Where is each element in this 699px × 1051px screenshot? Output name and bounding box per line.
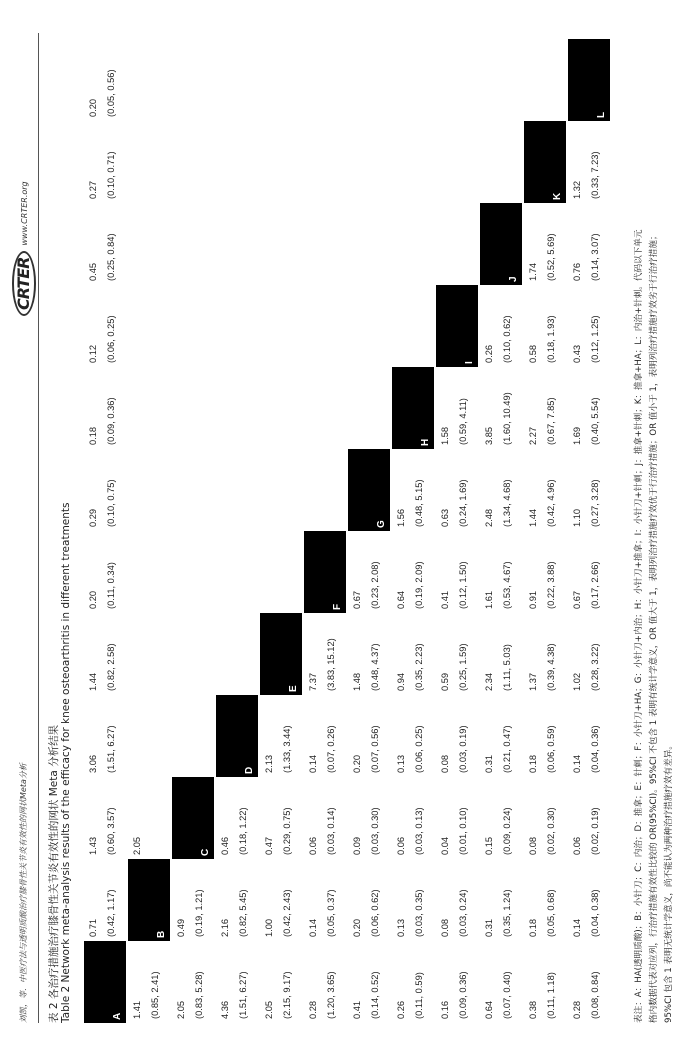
confidence-interval: (0.23, 2.08) xyxy=(370,561,380,609)
confidence-interval: (0.11, 0.34) xyxy=(106,562,116,609)
table-cell xyxy=(436,531,478,613)
table-cell xyxy=(568,449,610,531)
confidence-interval: (0.53, 4.67) xyxy=(502,561,512,609)
table-cell xyxy=(84,203,126,285)
table-cell xyxy=(524,695,566,777)
confidence-interval: (0.18, 1.93) xyxy=(546,315,556,363)
confidence-interval: (0.35, 2.23) xyxy=(414,643,424,691)
treatment-code: K xyxy=(552,192,563,200)
odds-ratio: 0.20 xyxy=(352,754,362,773)
confidence-interval: (1.34, 4.68) xyxy=(502,479,512,527)
confidence-interval: (0.42, 4.96) xyxy=(546,479,556,527)
confidence-interval: (0.21, 0.47) xyxy=(502,725,512,773)
table-cell xyxy=(84,613,126,695)
table-cell xyxy=(524,859,566,941)
odds-ratio: 1.69 xyxy=(572,426,582,445)
confidence-interval: (0.42, 2.43) xyxy=(282,889,292,937)
confidence-interval: (0.82, 2.58) xyxy=(106,643,116,691)
odds-ratio: 2.05 xyxy=(264,1000,274,1019)
table-cell xyxy=(568,941,610,1023)
confidence-interval: (0.22, 3.88) xyxy=(546,561,556,609)
confidence-interval: (0.83, 5.28) xyxy=(194,971,204,1019)
table-cell xyxy=(480,777,522,859)
table-cell xyxy=(348,695,390,777)
odds-ratio: 0.45 xyxy=(88,262,98,281)
odds-ratio: 0.18 xyxy=(528,918,538,937)
diagonal-label-J xyxy=(480,203,522,285)
confidence-interval: (0.11, 0.59) xyxy=(414,972,424,1019)
treatment-code: C xyxy=(200,848,211,856)
table-cell xyxy=(524,531,566,613)
table-cell xyxy=(568,695,610,777)
table-cell xyxy=(480,449,522,531)
odds-ratio: 1.48 xyxy=(352,672,362,691)
odds-ratio: 1.56 xyxy=(396,508,406,527)
odds-ratio: 1.74 xyxy=(528,262,538,281)
note-line-3: 95%CI 包含 1 表明无统计学意义，尚不能认为两种治疗措施疗效有差异。 xyxy=(664,741,674,1023)
table-cell xyxy=(216,777,258,859)
confidence-interval: (0.29, 0.75) xyxy=(282,807,292,855)
header-rule xyxy=(38,33,39,1023)
table-cell xyxy=(480,695,522,777)
confidence-interval: (0.19, 1.21) xyxy=(194,889,204,937)
odds-ratio: 0.64 xyxy=(396,590,406,609)
table-cell xyxy=(128,941,170,1023)
table-cell xyxy=(568,777,610,859)
table-cell xyxy=(480,613,522,695)
confidence-interval: (0.05, 0.56) xyxy=(106,69,116,117)
odds-ratio: 1.41 xyxy=(132,1000,142,1019)
table-cell xyxy=(568,613,610,695)
odds-ratio: 1.44 xyxy=(528,508,538,527)
confidence-interval: (0.03, 0.30) xyxy=(370,807,380,855)
confidence-interval: (0.06, 0.25) xyxy=(414,725,424,773)
table-cell xyxy=(304,613,346,695)
odds-ratio: 1.61 xyxy=(484,590,494,609)
odds-ratio: 1.32 xyxy=(572,180,582,199)
odds-ratio: 0.59 xyxy=(440,672,450,691)
table-cell xyxy=(84,367,126,449)
odds-ratio: 3.85 xyxy=(484,426,494,445)
confidence-interval: (0.03, 0.14) xyxy=(326,807,336,855)
treatment-code: H xyxy=(420,438,431,446)
table-cell xyxy=(84,285,126,367)
table-cell xyxy=(348,613,390,695)
table-cell xyxy=(216,859,258,941)
diagonal-label-B xyxy=(128,859,170,941)
table-cell xyxy=(304,777,346,859)
confidence-interval: (0.85, 2.41) xyxy=(150,971,160,1019)
confidence-interval: (1.11, 5.03) xyxy=(502,644,512,691)
confidence-interval: (0.04, 0.38) xyxy=(590,889,600,937)
odds-ratio: 2.27 xyxy=(528,426,538,445)
table-cell xyxy=(436,695,478,777)
odds-ratio: 0.26 xyxy=(484,344,494,363)
table-note xyxy=(632,33,677,1023)
odds-ratio: 0.09 xyxy=(352,836,362,855)
odds-ratio: 0.31 xyxy=(484,754,494,773)
table-cell xyxy=(260,777,302,859)
confidence-interval: (1.33, 3.44) xyxy=(282,725,292,773)
odds-ratio: 0.18 xyxy=(528,754,538,773)
table-cell xyxy=(216,941,258,1023)
table-cell xyxy=(436,449,478,531)
confidence-interval: (0.03, 0.13) xyxy=(414,807,424,855)
confidence-interval: (0.03, 0.19) xyxy=(458,725,468,773)
table-cell xyxy=(480,531,522,613)
journal-url[interactable]: www.CRTER.org xyxy=(19,181,29,246)
table-cell xyxy=(348,531,390,613)
confidence-interval: (0.11, 1.18) xyxy=(546,972,556,1019)
table-caption-en: Table 2 Network meta-analysis results of the efficacy for knee osteoarthritis in different treatments xyxy=(60,502,72,1023)
table-cell xyxy=(392,449,434,531)
confidence-interval: (0.42, 1.17) xyxy=(106,889,116,937)
diagonal-label-G xyxy=(348,449,390,531)
treatment-code: J xyxy=(508,276,519,282)
confidence-interval: (2.15, 9.17) xyxy=(282,971,292,1019)
table-cell xyxy=(84,859,126,941)
odds-ratio: 0.27 xyxy=(88,180,98,199)
confidence-interval: (1.20, 3.65) xyxy=(326,971,336,1019)
odds-ratio: 0.64 xyxy=(484,1000,494,1019)
odds-ratio: 0.14 xyxy=(572,918,582,937)
odds-ratio: 2.48 xyxy=(484,508,494,527)
table-cell xyxy=(84,777,126,859)
confidence-interval: (0.27, 3.28) xyxy=(590,479,600,527)
odds-ratio: 0.31 xyxy=(484,918,494,937)
odds-ratio: 0.06 xyxy=(572,836,582,855)
table-cell xyxy=(568,367,610,449)
odds-ratio: 0.28 xyxy=(572,1000,582,1019)
treatment-code: I xyxy=(464,361,475,364)
odds-ratio: 0.67 xyxy=(572,590,582,609)
table-cell xyxy=(568,531,610,613)
confidence-interval: (0.48, 4.37) xyxy=(370,643,380,691)
confidence-interval: (0.09, 0.24) xyxy=(502,807,512,855)
table-cell xyxy=(524,285,566,367)
odds-ratio: 0.14 xyxy=(308,754,318,773)
confidence-interval: (0.01, 0.10) xyxy=(458,807,468,855)
confidence-interval: (0.07, 0.56) xyxy=(370,725,380,773)
league-table xyxy=(84,33,622,1023)
confidence-interval: (0.06, 0.62) xyxy=(370,889,380,937)
confidence-interval: (0.08, 0.84) xyxy=(590,971,600,1019)
table-cell xyxy=(84,39,126,121)
treatment-code: G xyxy=(376,520,387,528)
table-cell xyxy=(524,367,566,449)
table-cell xyxy=(436,367,478,449)
table-cell xyxy=(392,859,434,941)
odds-ratio: 0.20 xyxy=(88,590,98,609)
table-cell xyxy=(436,941,478,1023)
table-cell xyxy=(304,859,346,941)
odds-ratio: 0.43 xyxy=(572,344,582,363)
odds-ratio: 0.08 xyxy=(528,836,538,855)
note-line-1: 表注：A：HA(透明质酸)；B：小针刀；C：内治；D：推拿；E：针刺；F：小针刀+HA；G：小针刀+内治；H：小针刀+推拿；I：小针刀+针刺；J：推拿+针刺；K：推拿+HA；L：内治+针刺。代码以下单元 xyxy=(634,229,644,1023)
odds-ratio: 0.13 xyxy=(396,754,406,773)
table-cell xyxy=(304,695,346,777)
diagonal-label-C xyxy=(172,777,214,859)
odds-ratio: 0.06 xyxy=(308,836,318,855)
table-cell xyxy=(260,941,302,1023)
odds-ratio: 0.46 xyxy=(220,836,230,855)
table-cell xyxy=(304,941,346,1023)
odds-ratio: 1.58 xyxy=(440,426,450,445)
confidence-interval: (0.03, 0.35) xyxy=(414,889,424,937)
table-cell xyxy=(436,777,478,859)
confidence-interval: (0.18, 1.22) xyxy=(238,807,248,855)
odds-ratio: 2.13 xyxy=(264,754,274,773)
confidence-interval: (1.51, 6.27) xyxy=(106,725,116,773)
odds-ratio: 0.20 xyxy=(88,98,98,117)
confidence-interval: (0.10, 0.75) xyxy=(106,479,116,527)
confidence-interval: (0.40, 5.54) xyxy=(590,397,600,445)
confidence-interval: (0.82, 5.45) xyxy=(238,889,248,937)
odds-ratio: 0.63 xyxy=(440,508,450,527)
confidence-interval: (0.25, 0.84) xyxy=(106,233,116,281)
confidence-interval: (0.35, 1.24) xyxy=(502,889,512,937)
confidence-interval: (0.52, 5.69) xyxy=(546,233,556,281)
confidence-interval: (0.28, 3.22) xyxy=(590,643,600,691)
table-cell xyxy=(524,941,566,1023)
odds-ratio: 0.41 xyxy=(440,590,450,609)
confidence-interval: (0.06, 0.59) xyxy=(546,725,556,773)
odds-ratio: 2.05 xyxy=(132,836,142,855)
odds-ratio: 7.37 xyxy=(308,672,318,691)
odds-ratio: 4.36 xyxy=(220,1000,230,1019)
table-cell xyxy=(524,777,566,859)
odds-ratio: 0.29 xyxy=(88,508,98,527)
table-cell xyxy=(392,941,434,1023)
odds-ratio: 0.12 xyxy=(88,344,98,363)
table-cell xyxy=(568,203,610,285)
odds-ratio: 0.49 xyxy=(176,918,186,937)
odds-ratio: 0.16 xyxy=(440,1000,450,1019)
table-cell xyxy=(436,613,478,695)
confidence-interval: (0.59, 4.11) xyxy=(458,398,468,445)
odds-ratio: 0.04 xyxy=(440,836,450,855)
confidence-interval: (0.03, 0.24) xyxy=(458,889,468,937)
confidence-interval: (0.07, 0.40) xyxy=(502,971,512,1019)
confidence-interval: (0.60, 3.57) xyxy=(106,807,116,855)
odds-ratio: 1.44 xyxy=(88,672,98,691)
table-cell xyxy=(480,367,522,449)
confidence-interval: (0.12, 1.25) xyxy=(590,315,600,363)
diagonal-label-D xyxy=(216,695,258,777)
confidence-interval: (0.05, 0.37) xyxy=(326,889,336,937)
odds-ratio: 0.06 xyxy=(396,836,406,855)
odds-ratio: 0.08 xyxy=(440,754,450,773)
table-cell xyxy=(84,121,126,203)
table-cell xyxy=(84,531,126,613)
table-cell xyxy=(568,859,610,941)
odds-ratio: 1.37 xyxy=(528,672,538,691)
table-cell xyxy=(260,695,302,777)
diagonal-label-K xyxy=(524,121,566,203)
diagonal-label-I xyxy=(436,285,478,367)
confidence-interval: (0.19, 2.09) xyxy=(414,561,424,609)
odds-ratio: 0.13 xyxy=(396,918,406,937)
table-cell xyxy=(128,777,170,859)
confidence-interval: (0.48, 5.15) xyxy=(414,479,424,527)
confidence-interval: (0.02, 0.30) xyxy=(546,807,556,855)
odds-ratio: 0.58 xyxy=(528,344,538,363)
odds-ratio: 2.05 xyxy=(176,1000,186,1019)
odds-ratio: 0.26 xyxy=(396,1000,406,1019)
diagonal-label-F xyxy=(304,531,346,613)
confidence-interval: (0.10, 0.62) xyxy=(502,315,512,363)
table-cell xyxy=(436,859,478,941)
confidence-interval: (0.14, 0.52) xyxy=(370,971,380,1019)
table-cell xyxy=(568,121,610,203)
odds-ratio: 0.94 xyxy=(396,672,406,691)
confidence-interval: (0.02, 0.19) xyxy=(590,807,600,855)
table-cell xyxy=(480,285,522,367)
treatment-code: A xyxy=(112,1012,123,1020)
confidence-interval: (0.06, 0.25) xyxy=(106,315,116,363)
table-cell xyxy=(348,941,390,1023)
confidence-interval: (0.10, 0.71) xyxy=(106,151,116,199)
table-cell xyxy=(348,859,390,941)
confidence-interval: (0.24, 1.69) xyxy=(458,479,468,527)
confidence-interval: (0.39, 4.38) xyxy=(546,643,556,691)
table-cell xyxy=(392,613,434,695)
diagonal-label-L xyxy=(568,39,610,121)
odds-ratio: 0.15 xyxy=(484,836,494,855)
odds-ratio: 0.18 xyxy=(88,426,98,445)
odds-ratio: 3.06 xyxy=(88,754,98,773)
odds-ratio: 0.47 xyxy=(264,836,274,855)
table-cell xyxy=(172,859,214,941)
confidence-interval: (0.12, 1.50) xyxy=(458,561,468,609)
diagonal-label-H xyxy=(392,367,434,449)
odds-ratio: 1.10 xyxy=(572,508,582,527)
table-cell xyxy=(84,695,126,777)
confidence-interval: (1.60, 10.49) xyxy=(502,392,512,445)
confidence-interval: (0.07, 0.26) xyxy=(326,725,336,773)
odds-ratio: 1.43 xyxy=(88,836,98,855)
confidence-interval: (0.04, 0.36) xyxy=(590,725,600,773)
note-line-2: 格内数据代表对应列，行治疗措施有效性比较的 OR(95%CI)。95%CI 不包含 1 表明有统计学意义，OR 值大于 1，表明列治疗措施疗效优于行治疗措施；OR 值小于 1，表明列治疗措施疗效劣于行治疗措施； xyxy=(649,231,659,1023)
confidence-interval: (0.14, 3.07) xyxy=(590,233,600,281)
odds-ratio: 2.34 xyxy=(484,672,494,691)
treatment-code: D xyxy=(244,766,255,774)
confidence-interval: (0.09, 0.36) xyxy=(458,971,468,1019)
odds-ratio: 0.71 xyxy=(88,918,98,937)
odds-ratio: 1.02 xyxy=(572,672,582,691)
odds-ratio: 0.28 xyxy=(308,1000,318,1019)
odds-ratio: 0.08 xyxy=(440,918,450,937)
odds-ratio: 0.67 xyxy=(352,590,362,609)
confidence-interval: (1.51, 6.27) xyxy=(238,971,248,1019)
odds-ratio: 0.38 xyxy=(528,1000,538,1019)
confidence-interval: (0.17, 2.66) xyxy=(590,561,600,609)
treatment-code: E xyxy=(288,685,299,692)
diagonal-label-A xyxy=(84,941,126,1023)
odds-ratio: 0.14 xyxy=(308,918,318,937)
treatment-code: L xyxy=(596,111,607,118)
table-cell xyxy=(568,285,610,367)
odds-ratio: 1.00 xyxy=(264,918,274,937)
odds-ratio: 0.20 xyxy=(352,918,362,937)
table-cell xyxy=(392,531,434,613)
table-cell xyxy=(524,449,566,531)
odds-ratio: 0.41 xyxy=(352,1000,362,1019)
odds-ratio: 2.16 xyxy=(220,918,230,937)
odds-ratio: 0.76 xyxy=(572,262,582,281)
table-cell xyxy=(392,777,434,859)
crter-logo-icon: CRTER xyxy=(12,251,36,316)
confidence-interval: (0.67, 7.85) xyxy=(546,397,556,445)
confidence-interval: (3.83, 15.12) xyxy=(326,638,336,691)
odds-ratio: 0.14 xyxy=(572,754,582,773)
confidence-interval: (0.05, 0.68) xyxy=(546,889,556,937)
table-cell xyxy=(524,203,566,285)
treatment-code: B xyxy=(156,930,167,938)
table-cell xyxy=(348,777,390,859)
confidence-interval: (0.09, 0.36) xyxy=(106,397,116,445)
treatment-code: F xyxy=(332,603,343,610)
table-cell xyxy=(392,695,434,777)
confidence-interval: (0.33, 7.23) xyxy=(590,151,600,199)
running-title: 刘凯，等．中医疗法与透明质酸治疗膝骨性关节炎有效性的网状Meta分析 xyxy=(19,763,28,1023)
table-cell xyxy=(480,941,522,1023)
table-cell xyxy=(524,613,566,695)
journal-logo xyxy=(12,181,36,316)
table-cell xyxy=(84,449,126,531)
confidence-interval: (0.25, 1.59) xyxy=(458,643,468,691)
table-cell xyxy=(480,859,522,941)
odds-ratio: 0.91 xyxy=(528,590,538,609)
table-cell xyxy=(172,941,214,1023)
table-caption-cn: 表 2 各治疗措施治疗膝骨性关节炎有效性的网状 Meta 分析结果 xyxy=(48,724,60,1023)
table-cell xyxy=(260,859,302,941)
diagonal-label-E xyxy=(260,613,302,695)
